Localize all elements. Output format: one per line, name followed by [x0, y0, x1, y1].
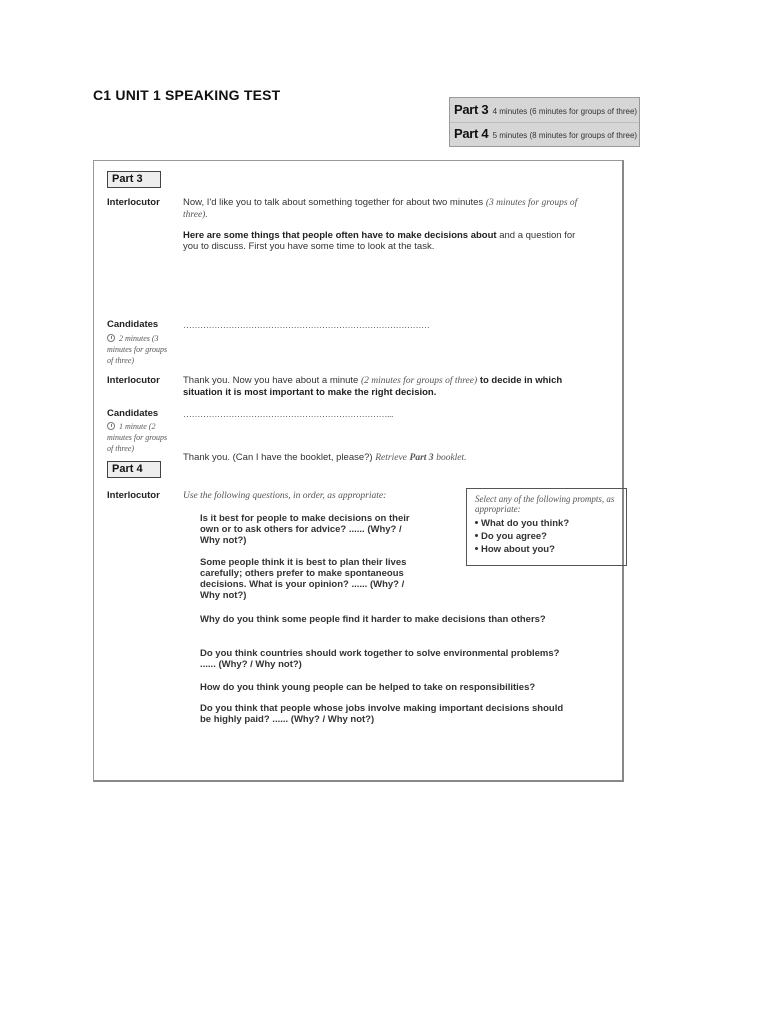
prompt-text: Do you agree?	[481, 531, 547, 542]
response-dots: ………………………………………………………………...	[183, 409, 394, 419]
task-instructions	[183, 230, 583, 252]
decision-timing: (2 minutes for groups of three)	[360, 376, 478, 386]
bullet-icon	[475, 547, 478, 550]
question-6: Do you think that people whose jobs involve making important decisions should be highly paid? ...... (Why? / Why not?)	[200, 703, 564, 725]
question-3: Why do you think some people find it harder to make decisions than others?	[200, 614, 546, 625]
speaker-interlocutor: Interlocutor	[107, 490, 160, 501]
page-title: C1 UNIT 1 SPEAKING TEST	[93, 87, 281, 103]
prompts-list	[475, 517, 618, 556]
bullet-icon	[475, 534, 478, 537]
closing-italic: Retrieve	[375, 453, 407, 463]
part4-label: Part 4	[107, 461, 161, 478]
timing-text: 5 minutes (8 minutes for groups of three)	[492, 131, 638, 140]
interlocutor-intro	[183, 197, 603, 221]
speaker-candidates: Candidates	[107, 408, 159, 419]
timing-part-label: Part 3	[454, 102, 489, 117]
question-1: Is it best for people to make decisions on their own or to ask others for advice? ...... (Why? / Why not?)	[200, 513, 410, 546]
prompts-box	[466, 488, 627, 566]
candidates-timer	[107, 421, 169, 454]
task-rest: and a question for you to discuss. First you have some time to look at the task.	[183, 230, 576, 252]
exam-script-scan	[93, 160, 624, 782]
closing-italic: booklet.	[436, 453, 467, 463]
decision-instruction	[183, 375, 583, 398]
part4-instruction	[183, 490, 386, 502]
clock-icon	[107, 334, 115, 342]
task-bold-lead: Here are some things that people often have to make decisions about	[183, 230, 497, 241]
prompt-item	[475, 517, 618, 530]
speaker-candidates: Candidates	[107, 319, 159, 330]
timing-text: 4 minutes (6 minutes for groups of three)	[492, 107, 638, 116]
decision-plain: Thank you. Now you have about a minute	[183, 375, 359, 386]
intro-timing: (3 minutes for groups of three).	[183, 198, 578, 220]
response-dots: ……………………………………………………………………………	[183, 320, 430, 330]
part3-label: Part 3	[107, 171, 161, 188]
speaker-interlocutor: Interlocutor	[107, 375, 160, 386]
prompts-heading: Select any of the following prompts, as appropriate:	[475, 494, 615, 514]
bullet-icon	[475, 521, 478, 524]
closing-plain: Thank you. (Can I have the booklet, please?)	[183, 452, 373, 463]
timing-part-label: Part 4	[454, 126, 489, 141]
timing-box	[449, 97, 640, 147]
prompt-item	[475, 530, 618, 543]
timing-row-part4	[454, 126, 637, 141]
timer-text: 2 minutes (3 minutes for groups of three)	[107, 334, 168, 365]
instruction-text: Use the following questions, in order, as appropriate:	[183, 491, 387, 501]
closing-part: Part 3	[409, 453, 434, 463]
timing-row-part3	[454, 102, 637, 117]
question-2: Some people think it is best to plan their lives carefully; others prefer to make spontaneous decisions. What is your opinion? ...... (Why? / Why not?)	[200, 557, 407, 601]
question-4: Do you think countries should work together to solve environmental problems? ...... (Why? / Why not?)	[200, 648, 560, 670]
speaker-interlocutor: Interlocutor	[107, 197, 160, 208]
clock-icon	[107, 422, 115, 430]
intro-text: Now, I'd like you to talk about something together for about two minutes	[183, 197, 484, 208]
prompt-text: How about you?	[481, 544, 555, 555]
divider	[450, 122, 639, 123]
candidates-timer	[107, 333, 169, 366]
timer-text: 1 minute (2 minutes for groups of three)	[107, 422, 168, 453]
question-5: How do you think young people can be helped to take on responsibilities?	[200, 682, 536, 693]
closing-line	[183, 452, 603, 464]
prompt-text: What do you think?	[481, 518, 570, 529]
prompt-item	[475, 543, 618, 556]
decision-rest: to decide in which situation it is most important to make the right decision.	[183, 375, 563, 398]
